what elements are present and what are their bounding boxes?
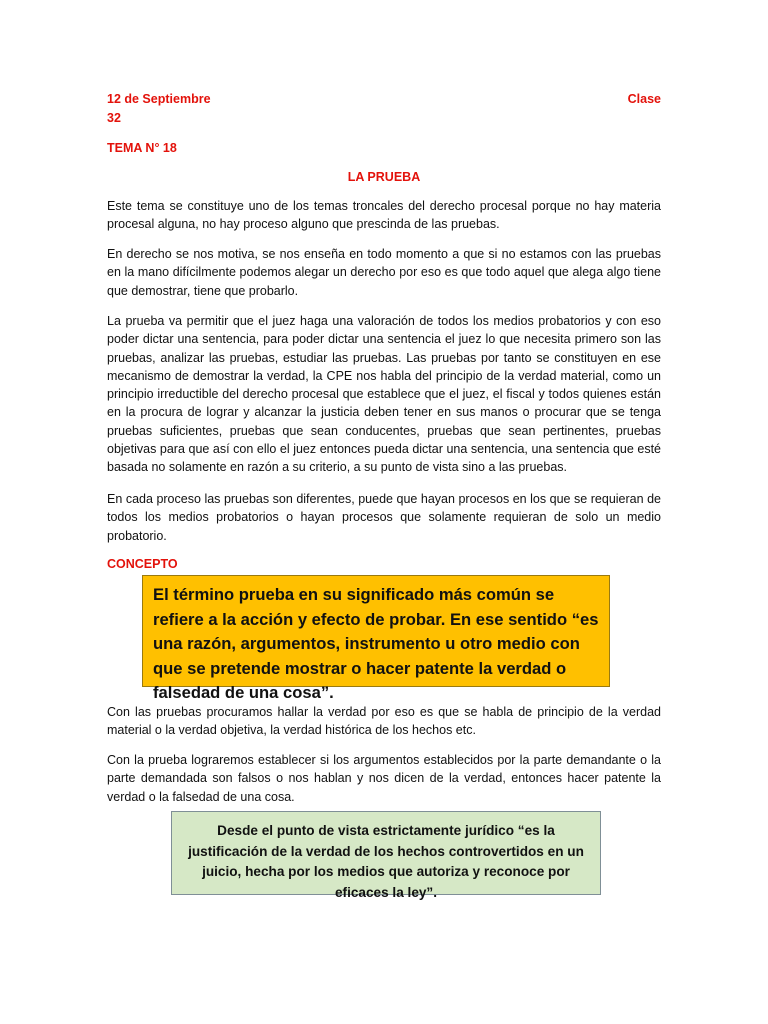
paragraph-2: En derecho se nos motiva, se nos enseña en todo momento a que si no estamos con las pruebas en la mano difícilmente podemos alegar un derecho por eso es que todo aquel que alega algo tiene que demostrar, tiene que probarlo. [107, 247, 661, 298]
juridico-definition-box: Desde el punto de vista estrictamente jurídico “es la justificación de la verdad de los hechos controvertidos en un juicio, hecha por los medios que autoriza y reconoce por eficaces la ley”. [171, 811, 601, 895]
paragraph-5: Con las pruebas procuramos hallar la verdad por eso es que se habla de principio de la verdad material o la verdad objetiva, la verdad histórica de los hechos etc. [107, 705, 661, 738]
paragraph-6: Con la prueba lograremos establecer si los argumentos establecidos por la parte demandante o la parte demandada son falsos o nos hablan y nos dicen de la verdad, entonces hacer patente la verdad o la falsedad de una cosa. [107, 753, 661, 804]
concepto-definition-box: El término prueba en su significado más común se refiere a la acción y efecto de probar. En ese sentido “es una razón, argumentos, instrumento u otro medio con que se pretende mostrar o hacer patente la verdad o falsedad de una cosa”. [142, 575, 610, 687]
page-title: LA PRUEBA [347, 170, 421, 184]
header-clase-number: 32 [107, 111, 121, 125]
concepto-heading: CONCEPTO [107, 557, 178, 571]
tema-heading: TEMA N° 18 [107, 141, 177, 155]
paragraph-1: Este tema se constituye uno de los temas troncales del derecho procesal porque no hay materia procesal alguna, no hay proceso alguno que prescinda de las pruebas. [107, 199, 661, 232]
paragraph-3: La prueba va permitir que el juez haga una valoración de todos los medios probatorios y con eso poder dictar una sentencia, para poder dictar una sentencia el juez lo que necesita primero son las pruebas, analizar las pruebas, estudiar las pruebas. Las pruebas por tanto se constituyen en ese mecanismo de demostrar la verdad, la CPE nos habla del principio de la verdad material, como un principio irreductible del derecho procesal que establece que el juez, el fiscal y todos quienes están en la procura de lograr y alcanzar la justicia deben tener en sus manos o procurar que se tenga pruebas suficientes, pruebas que sean conducentes, pruebas que sean pertinentes, pruebas objetivas para que así con ello el juez entonces pueda dictar una sentencia, una sentencia que esté basada no solamente en razón a su criterio, a su punto de vista sino a las pruebas. [107, 314, 661, 475]
paragraph-4: En cada proceso las pruebas son diferentes, puede que hayan procesos en los que se requieran de todos los medios probatorios o hayan procesos que solamente requieran de solo un medio probatorio. [107, 492, 661, 543]
header-clase: Clase [627, 92, 661, 106]
header-date: 12 de Septiembre [107, 92, 211, 106]
